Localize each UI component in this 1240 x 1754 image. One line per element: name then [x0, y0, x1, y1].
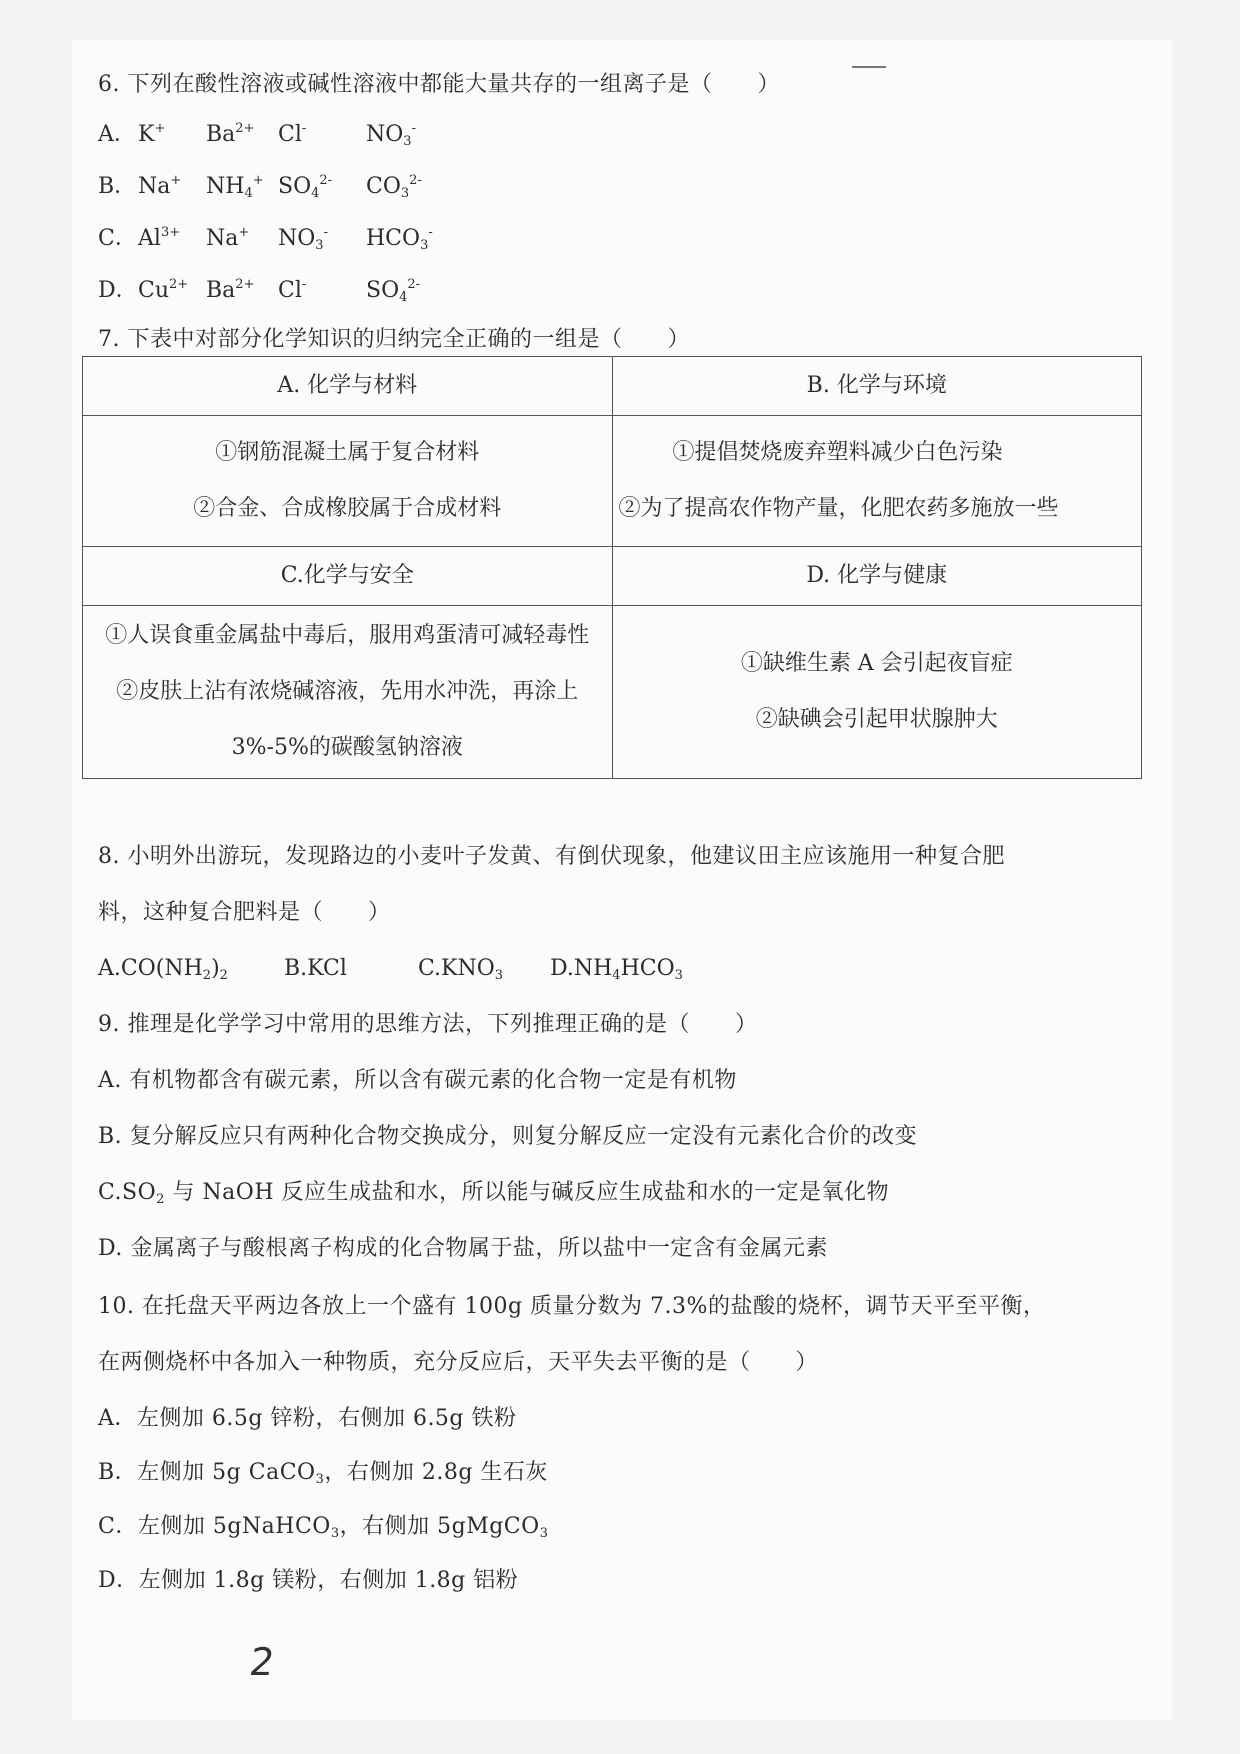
- ion-base: Na: [206, 226, 239, 251]
- table-cell-a-title: [83, 357, 613, 416]
- question-number: 8.: [98, 844, 120, 869]
- question-10-option-b: [98, 1458, 548, 1488]
- cell-item: ②合金、合成橡胶属于合成材料: [193, 496, 502, 521]
- question-9-stem: [98, 1010, 758, 1040]
- ion-charge: -: [301, 277, 307, 292]
- ion-subscript: 4: [399, 290, 408, 305]
- formula-subscript: 3: [539, 1526, 549, 1541]
- ion-base: Ba: [206, 278, 236, 303]
- ion-formula: [278, 224, 328, 254]
- ion-formula: [366, 120, 416, 150]
- table-cell-c-body: [83, 606, 613, 779]
- option-d: [550, 954, 683, 984]
- option-c: [418, 954, 503, 984]
- ion-base: Cl: [278, 122, 302, 147]
- cell-item: ②皮肤上沾有浓烧碱溶液，先用水冲洗，再涂上: [116, 679, 579, 704]
- question-text: 下表中对部分化学知识的归纳完全正确的一组是（ ）: [127, 327, 691, 352]
- ion-base: NO: [366, 122, 404, 147]
- ion-formula: [206, 224, 249, 254]
- option-text: 左侧加 1.8g 镁粉，右侧加 1.8g 铝粉: [138, 1568, 519, 1593]
- ion-formula: [366, 276, 420, 306]
- ion-formula: [206, 120, 254, 150]
- formula-text: KNO: [441, 956, 495, 981]
- question-10-option-d: [98, 1566, 518, 1596]
- ion-formula: [278, 276, 306, 306]
- ion-subscript: 3: [420, 238, 429, 253]
- ion-base: SO: [366, 278, 400, 303]
- option-text: 复分解反应只有两种化合物交换成分，则复分解反应一定没有元素化合价的改变: [129, 1124, 918, 1149]
- question-8-stem-line2: [98, 898, 391, 928]
- option-label: A．: [98, 1406, 137, 1431]
- ion-base: Cu: [138, 278, 170, 303]
- formula-text: NH: [573, 956, 613, 981]
- ion-base: SO: [278, 174, 312, 199]
- cell-item: ①缺维生素 A 会引起夜盲症: [740, 651, 1013, 676]
- option-label: B．: [98, 1460, 138, 1485]
- question-text: 料，这种复合肥料是（ ）: [98, 900, 391, 925]
- cell-title: C.化学与安全: [280, 563, 414, 588]
- question-number: 9.: [98, 1012, 120, 1037]
- ion-base: NO: [278, 226, 316, 251]
- question-9-option-d: [98, 1234, 828, 1264]
- formula-subscript: 3: [494, 968, 504, 983]
- cell-item: ①钢筋混凝土属于复合材料: [215, 440, 480, 465]
- ion-charge: +: [252, 173, 264, 188]
- cell-title: A. 化学与材料: [277, 373, 418, 398]
- table-cell-d-body: [612, 606, 1142, 779]
- ion-subscript: 3: [400, 186, 410, 201]
- ion-subscript: 4: [244, 186, 253, 201]
- ion-base: HCO: [366, 226, 421, 251]
- ion-subscript: 4: [311, 186, 320, 201]
- cell-item: ②缺碘会引起甲状腺肿大: [755, 707, 998, 732]
- ion-charge: -: [428, 225, 433, 240]
- table-cell-d-title: [612, 547, 1142, 606]
- ion-charge: 2-: [407, 277, 421, 292]
- option-text: 左侧加 5g CaCO: [137, 1460, 316, 1485]
- question-number: 6.: [98, 72, 120, 97]
- question-6-stem: [98, 70, 780, 100]
- formula-text: CO(NH: [120, 956, 203, 981]
- option-text: 左侧加 5gNaHCO: [137, 1514, 331, 1539]
- option-text: 有机物都含有碳元素，所以含有碳元素的化合物一定是有机物: [129, 1068, 737, 1093]
- option-label: D.: [550, 956, 574, 981]
- ion-charge: +: [238, 225, 250, 240]
- question-9-option-a: [98, 1066, 737, 1096]
- ion-charge: 2-: [409, 173, 422, 188]
- question-10-stem-line1: [98, 1292, 1045, 1322]
- ion-base: K: [138, 122, 155, 147]
- question-text: 下列在酸性溶液或碱性溶液中都能大量共存的一组离子是（ ）: [127, 72, 781, 97]
- table-cell-a-body: [83, 416, 613, 547]
- scan-artifact-dash: [852, 66, 886, 68]
- question-text: 小明外出游玩，发现路边的小麦叶子发黄、有倒伏现象，他建议田主应该施用一种复合肥: [127, 844, 1006, 869]
- option-text: ，右侧加 5gMgCO: [339, 1514, 540, 1539]
- ion-formula: [138, 120, 165, 150]
- question-text: 推理是化学学习中常用的思维方法，下列推理正确的是（ ）: [127, 1012, 758, 1037]
- cell-item: 3%-5%的碳酸氢钠溶液: [231, 735, 463, 760]
- ion-charge: +: [154, 121, 166, 136]
- formula-text: HCO: [620, 956, 675, 981]
- option-label: B.: [284, 956, 308, 981]
- ion-base: Cl: [278, 278, 302, 303]
- option-label: A.: [98, 956, 121, 981]
- formula-subscript: 2: [202, 968, 212, 983]
- option-text: 金属离子与酸根离子构成的化合物属于盐，所以盐中一定含有金属元素: [130, 1236, 828, 1261]
- option-b: [284, 954, 347, 984]
- formula-subscript: 4: [612, 968, 621, 983]
- formula-subscript: 3: [330, 1526, 340, 1541]
- option-label: B．: [98, 174, 137, 199]
- ion-formula: [206, 172, 264, 202]
- ion-charge: -: [323, 225, 328, 240]
- cell-item: ①提倡焚烧废弃塑料减少白色污染: [672, 440, 1003, 465]
- question-8-stem-line1: [98, 842, 1005, 872]
- ion-charge: +: [170, 173, 182, 188]
- ion-base: NH: [206, 174, 245, 199]
- handwritten-page-number: 2: [246, 1640, 278, 1684]
- ion-formula: [366, 224, 433, 254]
- ion-charge: 2+: [235, 121, 255, 136]
- option-label: C.: [98, 1180, 123, 1205]
- option-label: A．: [98, 122, 136, 147]
- question-9-option-b: [98, 1122, 917, 1152]
- ion-charge: -: [411, 121, 416, 136]
- formula-text: KCl: [307, 956, 347, 981]
- question-7-stem: [98, 325, 690, 355]
- cell-item: ①人误食重金属盐中毒后，服用鸡蛋清可减轻毒性: [105, 623, 590, 648]
- question-text: 在两侧烧杯中各加入一种物质，充分反应后，天平失去平衡的是（ ）: [98, 1350, 819, 1375]
- ion-base: Ba: [206, 122, 236, 147]
- cell-item: ②为了提高农作物产量，化肥农药多施放一些: [618, 496, 1059, 521]
- table-cell-c-title: [83, 547, 613, 606]
- ion-charge: 2+: [169, 277, 189, 292]
- option-text: ，右侧加 2.8g 生石灰: [324, 1460, 548, 1485]
- formula: SO: [122, 1180, 157, 1205]
- ion-formula: [138, 224, 180, 254]
- option-label: C．: [98, 226, 137, 251]
- ion-formula: [278, 172, 332, 202]
- question-number: 10.: [98, 1294, 135, 1319]
- question-10-stem-line2: [98, 1348, 818, 1378]
- ion-charge: 2+: [235, 277, 255, 292]
- question-9-option-c: [98, 1178, 889, 1208]
- ion-subscript: 3: [403, 134, 412, 149]
- cell-title: D. 化学与健康: [806, 563, 948, 588]
- option-label: C．: [98, 1514, 138, 1539]
- ion-base: CO: [366, 174, 401, 199]
- formula-subscript: 2: [156, 1192, 165, 1207]
- formula-subscript: 3: [674, 968, 683, 983]
- question-10-option-c: [98, 1512, 548, 1542]
- ion-charge: 3+: [160, 225, 181, 240]
- table-cell-b-body: [612, 416, 1142, 547]
- cell-title: B. 化学与环境: [806, 373, 947, 398]
- option-label: D．: [98, 278, 138, 303]
- ion-charge: 2-: [319, 173, 333, 188]
- option-text: 左侧加 6.5g 锌粉，右侧加 6.5g 铁粉: [136, 1406, 517, 1431]
- option-label: D.: [98, 1236, 123, 1261]
- ion-base: Al: [138, 226, 161, 251]
- option-label: B.: [98, 1124, 123, 1149]
- option-text: 与 NaOH 反应生成盐和水，所以能与碱反应生成盐和水的一定是氧化物: [164, 1180, 890, 1205]
- table-cell-b-title: [612, 357, 1142, 416]
- knowledge-summary-table: [82, 356, 1142, 779]
- ion-base: Na: [138, 174, 171, 199]
- option-label: D．: [98, 1568, 139, 1593]
- formula-subscript: 3: [315, 1472, 325, 1487]
- ion-formula: [278, 120, 306, 150]
- ion-formula: [138, 172, 181, 202]
- ion-subscript: 3: [315, 238, 324, 253]
- question-number: 7.: [98, 327, 120, 352]
- formula-subscript: 2: [219, 968, 228, 983]
- option-label: C.: [418, 956, 442, 981]
- option-a: [98, 954, 228, 984]
- ion-formula: [138, 276, 188, 306]
- ion-formula: [366, 172, 422, 202]
- question-10-option-a: [98, 1404, 517, 1434]
- formula-text: ): [211, 956, 220, 981]
- question-text: 在托盘天平两边各放上一个盛有 100g 质量分数为 7.3%的盐酸的烧杯，调节天平至平衡，: [142, 1294, 1046, 1319]
- ion-charge: -: [301, 121, 307, 136]
- ion-formula: [206, 276, 254, 306]
- option-label: A.: [98, 1068, 122, 1093]
